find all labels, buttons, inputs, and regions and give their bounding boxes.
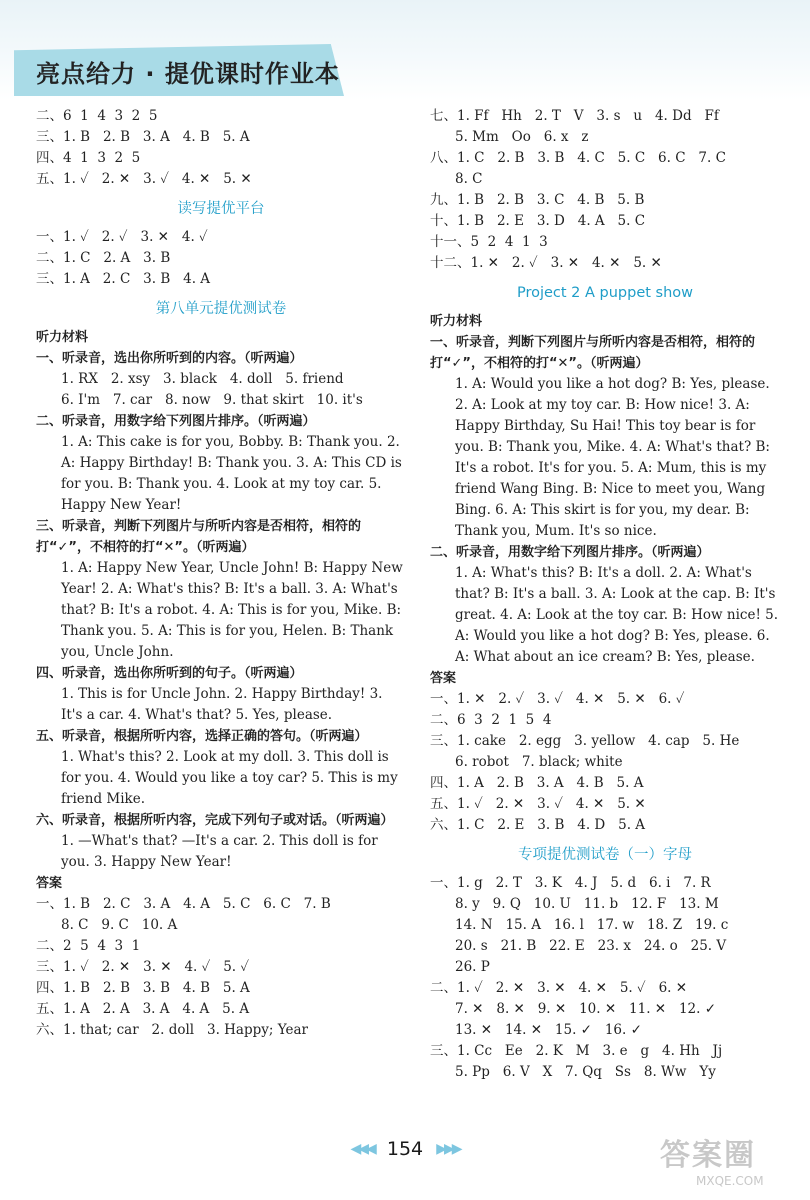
answer-line: 6. robot 7. black; white — [455, 754, 623, 770]
question-heading: 六、听录音，根据所听内容，完成下列句子或对话。（听两遍） — [36, 813, 394, 828]
answer-line: 5. Pp 6. V X 7. Qq Ss 8. Ww Yy — [455, 1064, 716, 1080]
transcript-text: 1. What's this? 2. Look at my doll. 3. This doll is for you. 4. Would you like a toy car? 5. This is my friend Mike. — [61, 749, 398, 807]
question-heading: 二、听录音，用数字给下列图片排序。（听两遍） — [36, 414, 316, 429]
transcript-text: 1. —What's that? —It's a car. 2. This doll is for you. 3. Happy New Year! — [61, 833, 378, 870]
answers-label: 答案 — [430, 671, 457, 686]
answer-line: 六、1. that; car 2. doll 3. Happy; Year — [36, 1022, 308, 1038]
answer-line: 二、2 5 4 3 1 — [36, 938, 141, 954]
answer-line: 5. Mm Oo 6. x z — [455, 129, 589, 145]
transcript-line: 6. I'm 7. car 8. now 9. that skirt 10. it's — [61, 392, 363, 408]
answer-line: 七、1. Ff Hh 2. T V 3. s u 4. Dd Ff — [430, 108, 719, 124]
answer-line: 二、1. ✓ 2. ✕ 3. ✕ 4. ✕ 5. ✓ 6. ✕ — [430, 980, 688, 996]
page-number: 154 — [386, 1138, 424, 1160]
answer-line: 三、1. A 2. C 3. B 4. A — [36, 271, 211, 287]
answer-line: 8. C — [455, 171, 483, 187]
question-heading: 二、听录音，用数字给下列图片排序。（听两遍） — [430, 545, 710, 560]
answer-line: 13. ✕ 14. ✕ 15. ✓ 16. ✓ — [455, 1022, 642, 1038]
section-title: 读写提优平台 — [177, 201, 265, 217]
answer-line: 20. s 21. B 22. E 23. x 24. o 25. V — [455, 938, 727, 954]
answer-line: 二、6 3 2 1 5 4 — [430, 712, 552, 728]
left-column — [36, 106, 406, 1041]
transcript-text: 1. A: What's this? B: It's a doll. 2. A: What's that? B: It's a ball. 3. A: Look at the cap. B: It's great. 4. A: Look at the toy car. B: How nice! 5. A: Would you like a hot dog? B: Yes, please. 6. A: What about an ice cream? B: Yes, please. — [455, 565, 779, 665]
answer-line: 三、1. B 2. B 3. A 4. B 5. A — [36, 129, 250, 145]
answer-line: 十一、5 2 4 1 3 — [430, 234, 548, 250]
answer-line: 8. C 9. C 10. A — [61, 917, 178, 933]
listening-label: 听力材料 — [430, 314, 483, 329]
answer-line: 三、1. cake 2. egg 3. yellow 4. cap 5. He — [430, 733, 740, 749]
answer-line: 26. P — [455, 959, 490, 975]
answer-line: 六、1. C 2. E 3. B 4. D 5. A — [430, 817, 646, 833]
transcript-text: 1. A: Would you like a hot dog? B: Yes, please. 2. A: Look at my toy car. B: How nice! 3. A: Happy Birthday, Su Hai! This toy bear is for you. B: Thank you, Mike. 4. A: What's that? B: It's a robot. It's for you. 5. A: Mum, this is my friend Wang Bing. B: Nice to meet you, Wang Bing. 6. A: This skirt is for you, my dear. B: Thank you, Mum. It's so nice. — [455, 376, 770, 539]
transcript-text: 1. A: This cake is for you, Bobby. B: Thank you. 2. A: Happy Birthday! B: Thank you. 3. A: This CD is for you. B: Thank you. 4. Look at my toy car. 5. Happy New Year! — [61, 434, 402, 513]
answer-line: 五、1. ✓ 2. ✕ 3. ✓ 4. ✕ 5. ✕ — [430, 796, 646, 812]
answer-line: 三、1. ✓ 2. ✕ 3. ✕ 4. ✓ 5. ✓ — [36, 959, 250, 975]
right-arrows-icon: ▶▶▶ — [436, 1141, 460, 1157]
watermark — [660, 1130, 800, 1190]
watermark-sub: MXQE.COM — [696, 1174, 764, 1188]
answer-line: 四、1. B 2. B 3. B 4. B 5. A — [36, 980, 250, 996]
right-column — [430, 106, 780, 1083]
answer-line: 二、6 1 4 3 2 5 — [36, 108, 158, 124]
answer-line: 九、1. B 2. B 3. C 4. B 5. B — [430, 192, 645, 208]
answer-line: 一、1. ✓ 2. ✓ 3. ✕ 4. ✓ — [36, 229, 208, 245]
answer-line: 二、1. C 2. A 3. B — [36, 250, 171, 266]
answer-line: 一、1. ✕ 2. ✓ 3. ✓ 4. ✕ 5. ✕ 6. ✓ — [430, 691, 685, 707]
question-heading: 五、听录音，根据所听内容，选择正确的答句。（听两遍） — [36, 729, 368, 744]
answer-line: 14. N 15. A 16. l 17. w 18. Z 19. c — [455, 917, 729, 933]
listening-label: 听力材料 — [36, 330, 89, 345]
answer-line: 一、1. g 2. T 3. K 4. J 5. d 6. i 7. R — [430, 875, 711, 891]
answer-line: 十二、1. ✕ 2. ✓ 3. ✕ 4. ✕ 5. ✕ — [430, 255, 662, 271]
left-arrows-icon: ◀◀◀ — [350, 1141, 374, 1157]
question-heading: 一、听录音，选出你所听到的内容。（听两遍） — [36, 351, 303, 366]
answer-line: 8. y 9. Q 10. U 11. b 12. F 13. M — [455, 896, 719, 912]
answer-line: 一、1. B 2. C 3. A 4. A 5. C 6. C 7. B — [36, 896, 331, 912]
answers-label: 答案 — [36, 876, 63, 891]
section-title: Project 2 A puppet show — [516, 285, 694, 301]
question-heading: 三、听录音，判断下列图片与所听内容是否相符，相符的打“✓”，不相符的打“✕”。（听两遍） — [36, 519, 362, 555]
book-title: 亮点给力 · 提优课时作业本 — [36, 60, 340, 88]
answer-line: 八、1. C 2. B 3. B 4. C 5. C 6. C 7. C — [430, 150, 726, 166]
section-title: 专项提优测试卷（一）字母 — [518, 847, 692, 863]
answer-line: 7. ✕ 8. ✕ 9. ✕ 10. ✕ 11. ✕ 12. ✓ — [455, 1001, 717, 1017]
answer-line: 三、1. Cc Ee 2. K M 3. e g 4. Hh Jj — [430, 1043, 723, 1059]
transcript-text: 1. A: Happy New Year, Uncle John! B: Happy New Year! 2. A: What's this? B: It's a ball. 3. A: What's that? B: It's a robot. 4. A: This is for you, Mike. B: Thank you. 5. A: This is for you, Helen. B: Thank you, Uncle John. — [61, 560, 403, 660]
answer-line: 五、1. ✓ 2. ✕ 3. ✓ 4. ✕ 5. ✕ — [36, 171, 252, 187]
answer-line: 四、1. A 2. B 3. A 4. B 5. A — [430, 775, 644, 791]
question-heading: 一、听录音，判断下列图片与所听内容是否相符，相符的打“✓”，不相符的打“✕”。（听两遍） — [430, 335, 756, 371]
answer-line: 五、1. A 2. A 3. A 4. A 5. A — [36, 1001, 250, 1017]
answer-line: 十、1. B 2. E 3. D 4. A 5. C — [430, 213, 646, 229]
watermark-main: 答案圈 — [660, 1138, 756, 1173]
transcript-line: 1. RX 2. xsy 3. black 4. doll 5. friend — [61, 371, 344, 387]
question-heading: 四、听录音，选出你所听到的句子。（听两遍） — [36, 666, 303, 681]
transcript-text: 1. This is for Uncle John. 2. Happy Birthday! 3. It's a car. 4. What's that? 5. Yes, please. — [61, 686, 383, 723]
section-title: 第八单元提优测试卷 — [155, 301, 287, 317]
answer-line: 四、4 1 3 2 5 — [36, 150, 141, 166]
